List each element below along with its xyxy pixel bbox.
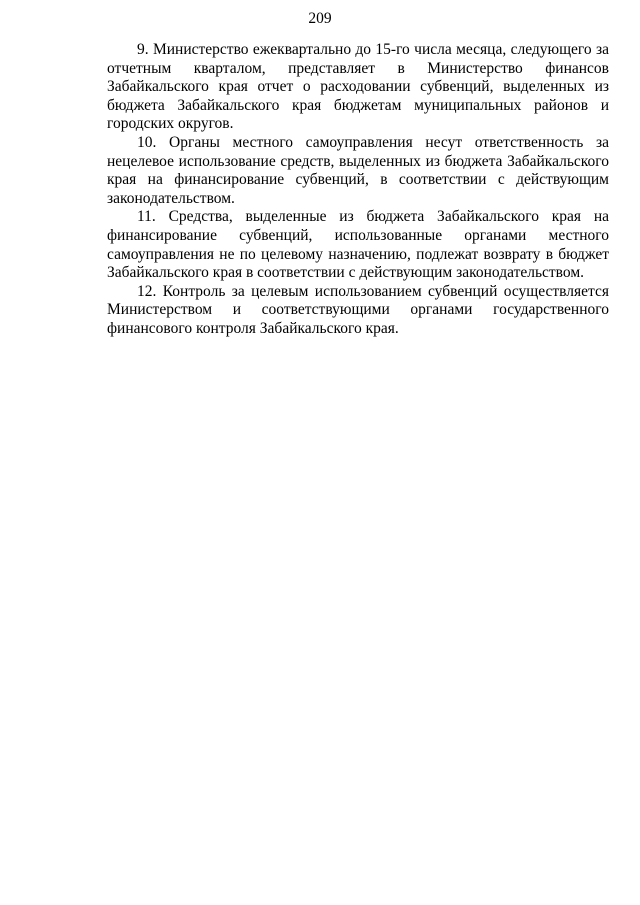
paragraph-11: 11. Средства, выделенные из бюджета Забайкальского края на финансирование субвенций, использованные органами местного самоуправления не по целевому назначению, подлежат возврату в бюджет Забайкальского края в соответствии с действующим законодательством. bbox=[107, 208, 609, 282]
page-number: 209 bbox=[308, 10, 332, 27]
paragraph-12: 12. Контроль за целевым использованием субвенций осуществляется Министерством и соответствующими органами государственного финансового контроля Забайкальского края. bbox=[107, 282, 609, 337]
paragraph-9: 9. Министерство ежеквартально до 15-го числа месяца, следующего за отчетным кварталом, представляет в Министерство финансов Забайкальского края отчет о расходовании субвенций, выделенных из бюджета Забайкальского края бюджетам муниципальных районов и городских округов. bbox=[107, 41, 609, 133]
document-body bbox=[107, 41, 609, 339]
paragraph-10: 10. Органы местного самоуправления несут ответственность за нецелевое использование средств, выделенных из бюджета Забайкальского края на финансирование субвенций, в соответствии с действующим законодательством. bbox=[107, 133, 609, 207]
